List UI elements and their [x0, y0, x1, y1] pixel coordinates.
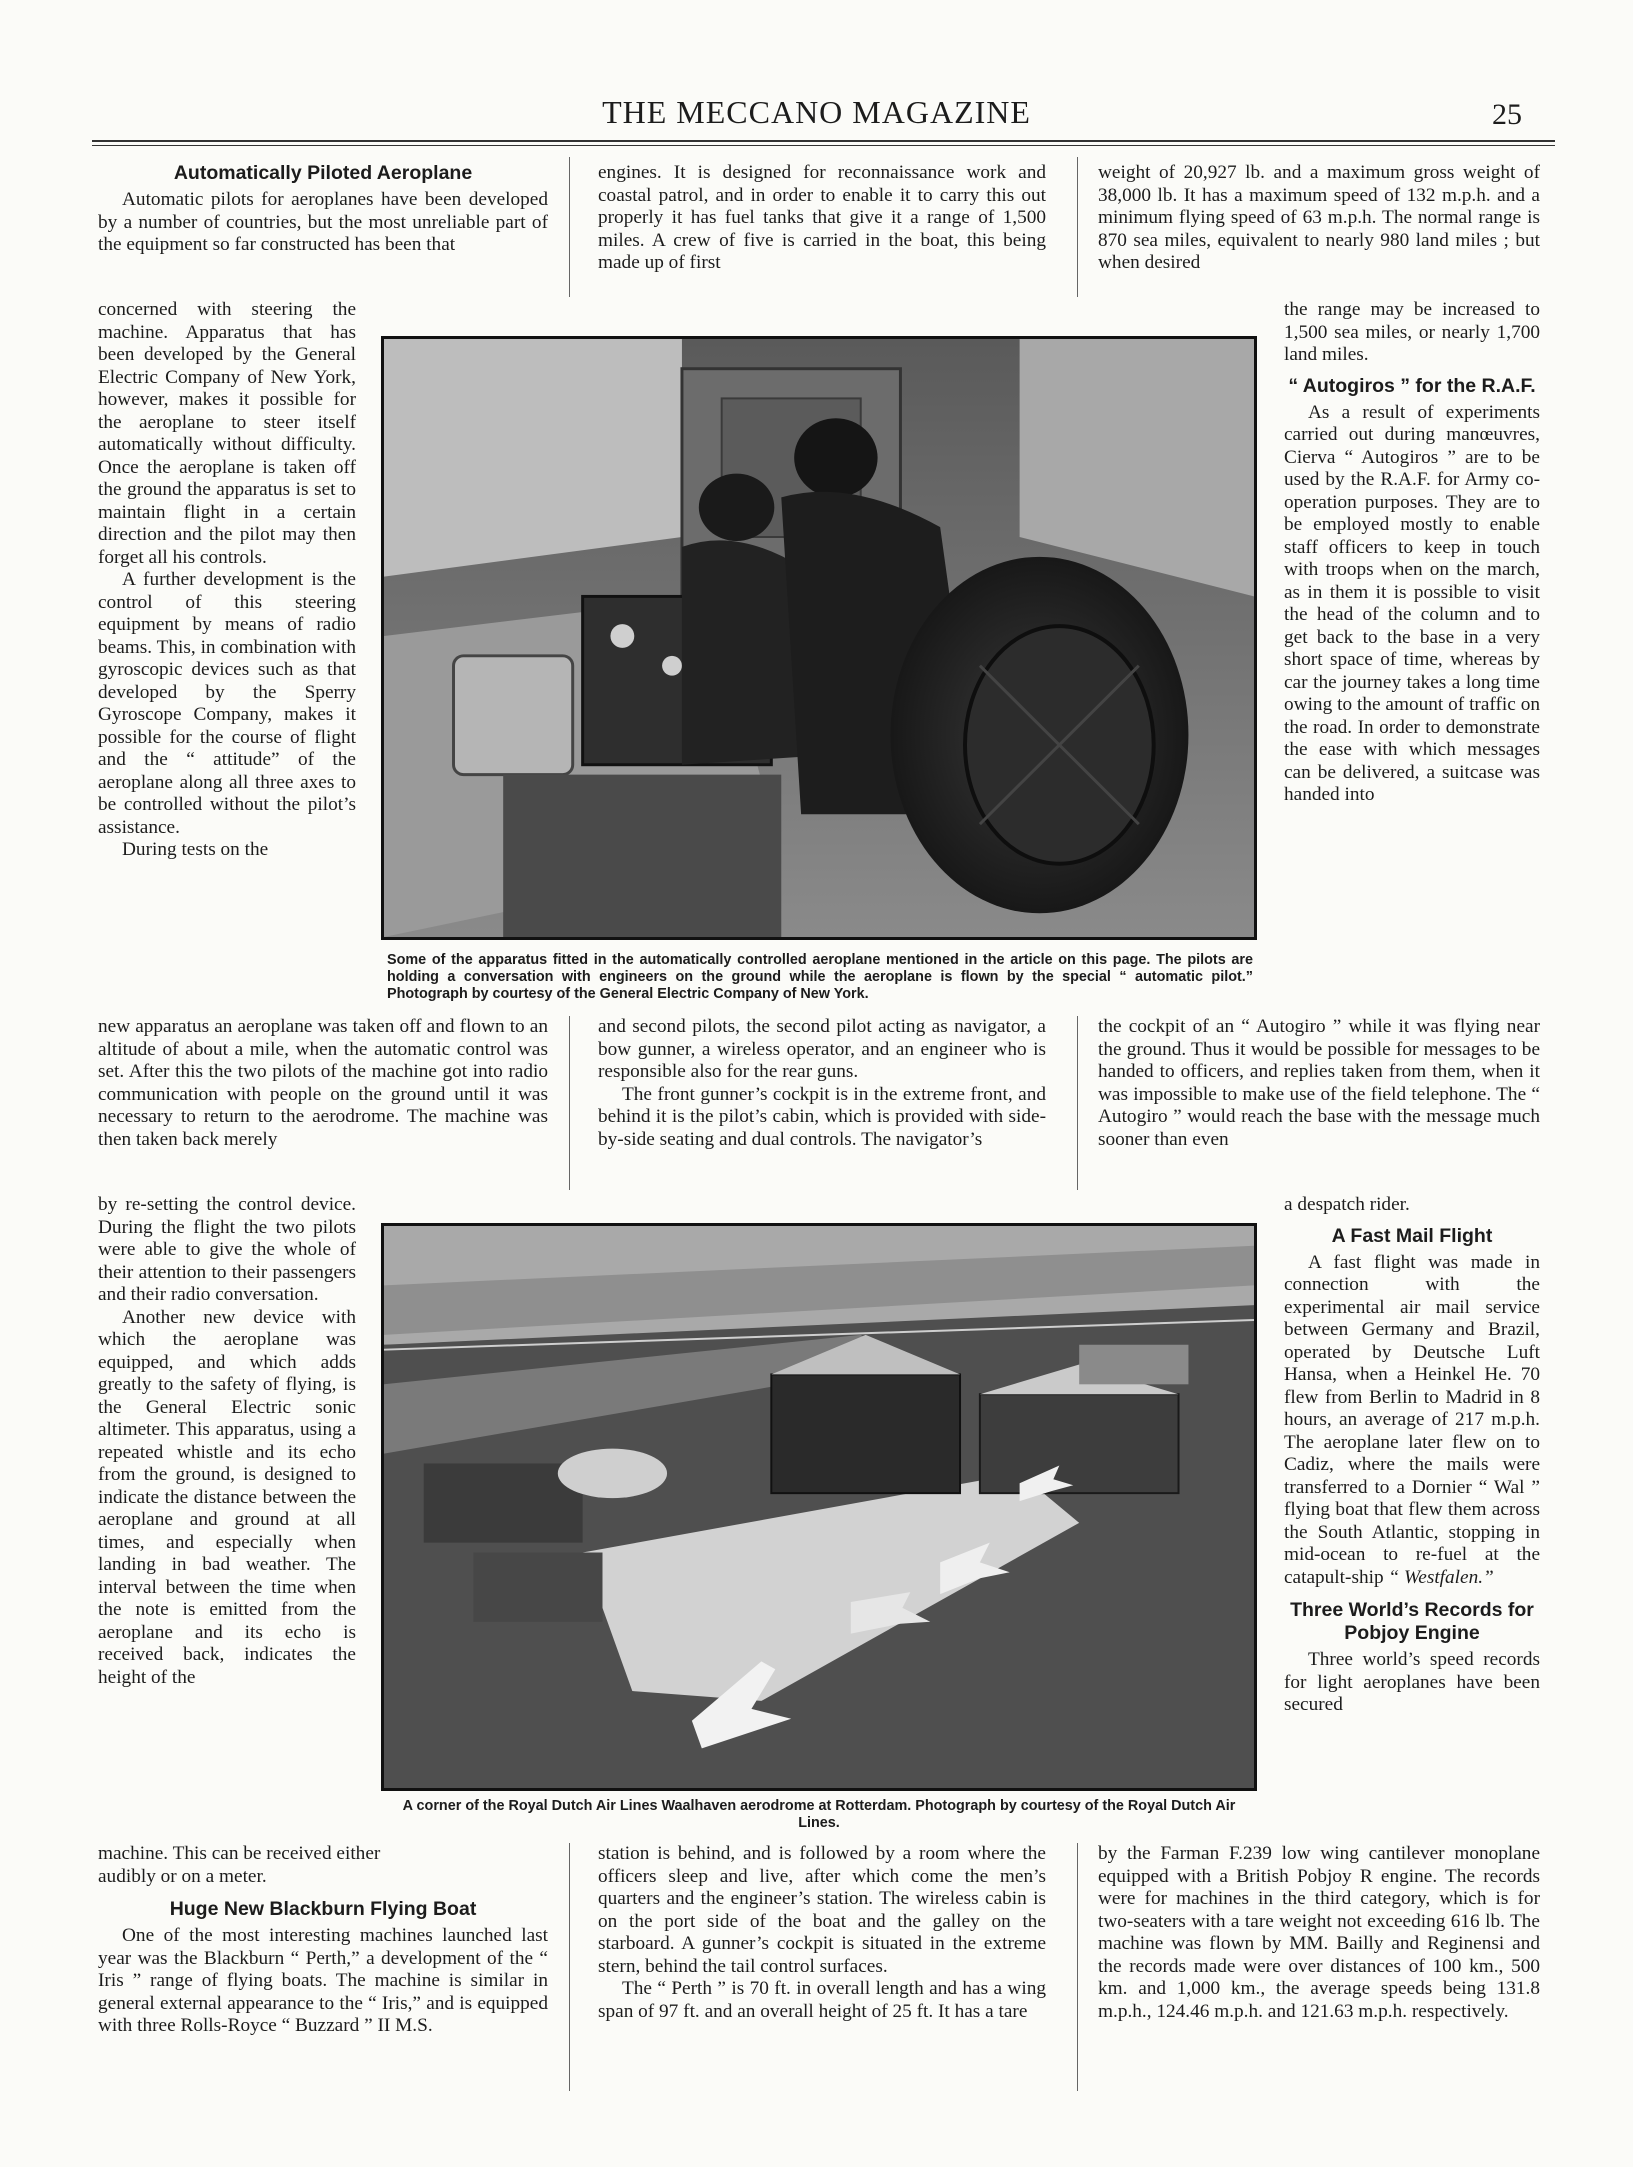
column-divider	[569, 157, 570, 297]
article-fast-mail-flight	[1284, 1194, 1540, 1842]
paragraph: concerned with steering the machine. Apparatus that has been developed by the General Electric Company of New York, however, makes it possible for the aeroplane to steer itself automatically without difficulty. Once the aeroplane is taken off the ground the apparatus is set to maintain flight in a certain direction and the pilot may then forget all his controls.	[98, 299, 356, 568]
ship-name: “ Westfalen.”	[1388, 1566, 1494, 1588]
article-automatic-pilot-intro	[98, 162, 548, 298]
article-automatic-pilot-body	[98, 299, 356, 1014]
heading-autogiros-for-the-raf: “ Autogiros ” for the R.A.F.	[1288, 374, 1536, 397]
header-rule	[92, 140, 1555, 142]
paragraph: Automatic pilots for aeroplanes have been developed by a number of countries, but the most unreliable part of the equipment so far constructed has been that	[98, 189, 548, 255]
photo-cockpit-pilots	[381, 336, 1257, 940]
heading-huge-new-blackburn-flying-boat: Huge New Blackburn Flying Boat	[169, 1898, 477, 1920]
paragraph: The “ Perth ” is 70 ft. in overall length and has a wing span of 97 ft. and an overall height of 25 ft. It has a tare	[598, 1978, 1046, 2022]
paragraph: The front gunner’s cockpit is in the extreme front, and behind it is the pilot’s cabin, which is provided with side-by-side seating and dual controls. The navigator’s	[598, 1083, 1046, 1150]
paragraph: the cockpit of an “ Autogiro ” while it was flying near the ground. Thus it would be possible for messages to be handed to officers, and replies taken from them, when it was impossible to make use of the field telephone. The “ Autogiro ” would reach the base with the message much sooner than even	[1098, 1016, 1540, 1150]
column-divider	[1077, 1016, 1078, 1190]
paragraph: A further development is the control of this steering equipment by means of radio beams. This, in combination with gyroscopic devices such as that developed by the Sperry Gyroscope Company, makes it possible for the course of flight and the “ attitude” of the aeroplane along all three axes to be controlled without the pilot’s assistance.	[98, 569, 356, 838]
paragraph: One of the most interesting machines launched last year was the Blackburn “ Perth,” a development of the “ Iris ” range of flying boats. The machine is similar in general external appearance to the “ Iris,” and is equipped with three Rolls-Royce “ Buzzard ” II M.S.	[98, 1925, 548, 2036]
paragraph: During tests on the	[122, 839, 269, 860]
article-perth-layout	[598, 1843, 1046, 2098]
paragraph: weight of 20,927 lb. and a maximum gross weight of 38,000 lb. It has a maximum speed of 132 m.p.h. and a minimum flying speed of 63 m.p.h. The normal range is 870 sea miles, equivalent to nearly 980 land miles ; but when desired	[1098, 162, 1540, 273]
paragraph: the range may be increased to 1,500 sea miles, or nearly 1,700 land miles.	[1284, 299, 1540, 365]
article-perth-engines	[598, 162, 1046, 298]
article-perth-specs	[1098, 162, 1540, 298]
column-divider	[569, 1016, 570, 1190]
aerodrome-photo-illustration	[384, 1226, 1254, 1788]
photo-aerodrome-caption: A corner of the Royal Dutch Air Lines Waalhaven aerodrome at Rotterdam. Photograph by courtesy of the Royal Dutch Air Lines.	[402, 1798, 1236, 1831]
paragraph: new apparatus an aeroplane was taken off and flown to an altitude of about a mile, when the automatic control was set. After this the two pilots of the machine got into radio communication with people on the ground until it was necessary to return to the aerodrome. The machine was then taken back merely	[98, 1016, 548, 1150]
mail-flight-text: A fast flight was made in connection with the experimental air mail service between Germany and Brazil, operated by Deutsche Luft Hansa, when a Heinkel He. 70 flew from Berlin to Madrid in 8 hours, an average of 217 m.p.h. The aeroplane later flew on to Cadiz, where the mails were transferred to a Dornier “ Wal ” flying boat that flew them across the South Atlantic, stopping in mid-ocean to re-fuel at the catapult-ship	[1284, 1251, 1540, 1588]
paragraph: by the Farman F.239 low wing cantilever monoplane equipped with a British Pobjoy R engine. The records were for machines in the third category, which is for two-seaters with a tare weight not exceeding 616 lb. The machine was flown by MM. Bailly and Reginensi and the records made were over distances of 100 km., 500 km. and 1,000 km., the average speeds being 131.8 m.p.h., 124.46 m.p.h. and 121.63 m.p.h. respectively.	[1098, 1843, 1540, 2022]
page-number: 25	[1492, 98, 1522, 131]
paragraph: a despatch rider.	[1284, 1194, 1410, 1215]
header-rule-thin	[92, 145, 1555, 146]
paragraph: machine. This can be received either	[98, 1843, 381, 1864]
paragraph: audibly or on a meter.	[98, 1865, 267, 1887]
article-sonic-altimeter	[98, 1194, 356, 1842]
article-pobjoy-records	[1098, 1843, 1540, 2098]
column-divider	[1077, 1843, 1078, 2091]
photo-waalhaven-aerodrome	[381, 1223, 1257, 1791]
paragraph: station is behind, and is followed by a room where the officers sleep and live, after which come the men’s quarters and the engineer’s station. The wireless cabin is on the port side of the boat and the galley on the starboard. A gunner’s cockpit is situated in the extreme stern, behind the tail control surfaces.	[598, 1843, 1046, 1977]
heading-automatically-piloted-aeroplane: Automatically Piloted Aeroplane	[173, 162, 473, 184]
heading-a-fast-mail-flight: A Fast Mail Flight	[1331, 1224, 1493, 1247]
paragraph: engines. It is designed for reconnaissance work and coastal patrol, and in order to enable it to carry this out properly it has fuel tanks that give it a range of 1,500 miles. A crew of five is carried in the boat, this being made up of first	[598, 162, 1046, 273]
paragraph: and second pilots, the second pilot acting as navigator, a bow gunner, a wireless operator, and an engineer who is responsible also for the rear guns.	[598, 1016, 1046, 1082]
paragraph	[1284, 1252, 1540, 1590]
column-divider	[569, 1843, 570, 2091]
article-blackburn-flying-boat	[98, 1843, 548, 2098]
heading-three-worlds-records: Three World’s Records for Pobjoy Engine	[1290, 1599, 1534, 1644]
article-autogiro-demonstration	[1098, 1016, 1540, 1192]
paragraph: by re-setting the control device. During the flight the two pilots were able to give the whole of their attention to their passengers and their radio conversation.	[98, 1194, 356, 1305]
paragraph: As a result of experiments carried out during manœuvres, Cierva “ Autogiros ” are to be used by the R.A.F. for Army co-operation purposes. They are to be employed mostly to enable staff officers to keep in touch with troops when on the march, as in them it is possible to visit the head of the column and to get back to the base in a very short space of time, whereas by car the journey takes a long time owing to the amount of traffic on the road. In order to demonstrate the ease with which messages can be delivered, a suitcase was handed into	[1284, 401, 1540, 805]
photo-cockpit-caption: Some of the apparatus fitted in the automatically controlled aeroplane mentioned in the article on this page. The pilots are holding a conversation with engineers on the ground while the aeroplane is flown by the special “ automatic pilot.” Photograph by courtesy of the General Electric Company of New York.	[387, 952, 1253, 1002]
cockpit-photo-illustration	[384, 339, 1254, 937]
article-autogiros	[1284, 299, 1540, 1014]
magazine-title: THE MECCANO MAGAZINE	[602, 94, 1031, 130]
article-perth-crew	[598, 1016, 1046, 1192]
paragraph: Three world’s speed records for light aeroplanes have been secured	[1284, 1649, 1540, 1715]
paragraph: Another new device with which the aeroplane was equipped, and which adds greatly to the safety of flying, is the General Electric sonic altimeter. This apparatus, using a repeated whistle and its echo from the ground, is designed to indicate the distance between the aeroplane and ground at all times, and especially when landing in bad weather. The interval between the time when the note is emitted from the aeroplane and its echo is received back, indicates the height of the	[98, 1306, 356, 1688]
column-divider	[1077, 157, 1078, 297]
article-automatic-pilot-tests	[98, 1016, 548, 1192]
